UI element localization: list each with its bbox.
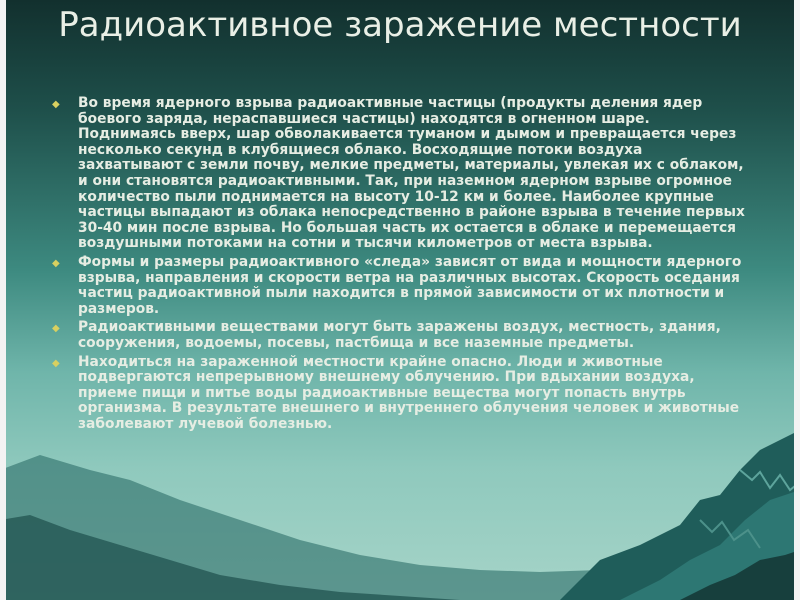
paragraph-text: Формы и размеры радиоактивного «следа» зависят от вида и мощности ядерного взрыва, направления и скорости ветра на различных высотах. Скорость оседания частиц радиоактивной пыли находится в прямой зависимости от их плотности и размеров. <box>78 253 742 317</box>
list-item <box>48 355 748 433</box>
paragraph-text: Находиться на зараженной местности крайне опасно. Люди и животные подвергаются непрерывному внешнему облучению. При вдыхании воздуха, приеме пищи и питье воды радиоактивные вещества могут попасть внутрь организма. В результате внешнего и внутреннего облучения человек и животные заболевают лучевой болезнью. <box>78 353 740 432</box>
diamond-bullet-icon: ◆ <box>52 357 60 369</box>
diamond-bullet-icon: ◆ <box>52 99 60 110</box>
list-item <box>48 96 748 252</box>
list-item <box>48 255 748 317</box>
paragraph-text: Во время ядерного взрыва радиоактивные частицы (продукты деления ядер боевого заряда, нераспавшиеся частицы) находятся в огненном шаре. Поднимаясь вверх, шар обволакивается туманом и дымом и превращается через несколько секунд в клубящиеся облако. Восходящие потоки воздуха захватывают с земли почву, мелкие предметы, материалы, увлекая их с облаком, и они становятся радиоактивными. Так, при наземном ядерном взрыве огромное количество пыли поднимается на высоту 10-12 км и более. Наиболее крупные частицы выпадают из облака непосредственно в районе взрыва в течение первых 30-40 мин после взрыва. Но большая часть их остается в облаке и перемещается воздушными потоками на сотни и тысячи километров от места взрыва. <box>78 95 745 252</box>
diamond-bullet-icon: ◆ <box>52 257 60 269</box>
list-item <box>48 320 748 351</box>
diamond-bullet-icon: ◆ <box>52 323 60 335</box>
bullet-list <box>48 96 748 435</box>
slide-title: Радиоактивное заражение местности <box>58 5 742 45</box>
paragraph-text: Радиоактивными веществами могут быть заражены воздух, местность, здания, сооружения, водоемы, посевы, пастбища и все наземные предметы. <box>78 319 721 351</box>
